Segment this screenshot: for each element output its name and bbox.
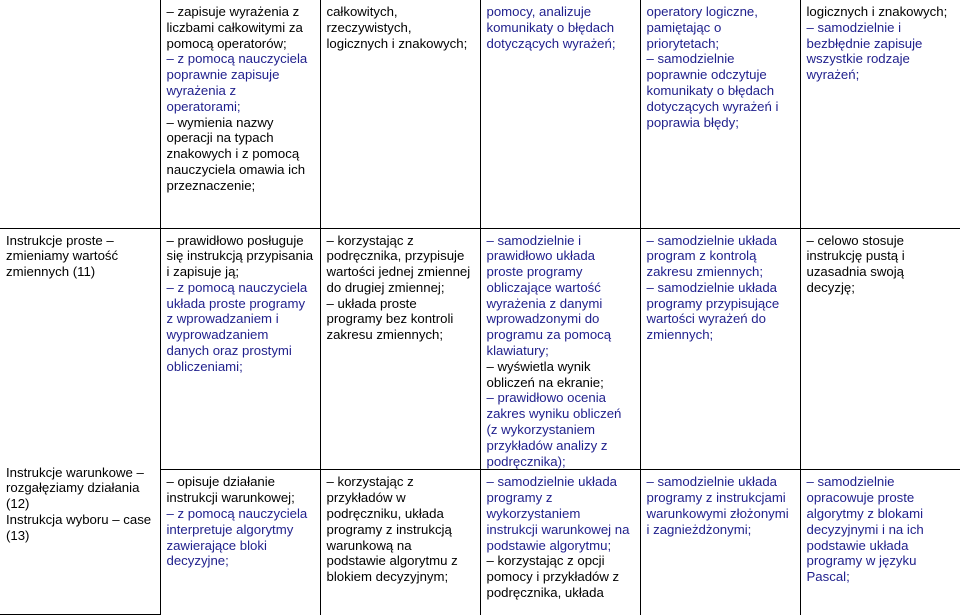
grade-cell-4 [480,228,640,470]
requirement-line: – wyświetla wynik obliczeń na ekranie; [486,358,604,390]
requirement-line: – celowo stosuje instrukcję pustą i uzasadnia swoją decyzję; [806,232,905,295]
requirement-line: operatory logiczne, pamiętając o priorytetach; [646,4,758,51]
requirement-line: – samodzielnie układa programy z wykorzystaniem instrukcji warunkowej na podstawie algorytmu; [486,474,630,553]
grade-cell-2 [160,0,320,228]
grade-cell-6 [800,228,960,470]
requirement-line: – samodzielnie poprawnie odczytuje komunikaty o błędach dotyczących wyrażeń i poprawia błędy; [646,51,779,130]
requirement-line: – z pomocą nauczyciela interpretuje algorytmy zawierające bloki decyzyjne; [166,506,308,569]
grade-cell-4 [480,470,640,615]
requirement-line: – samodzielnie układa programy przypisujące wartości wyrażeń do zmiennych; [646,279,780,343]
requirement-line: – samodzielnie opracowuje proste algorytmy z blokami decyzyjnymi i na ich podstawie układa programy w języku Pascal; [806,474,924,585]
requirement-line: – prawidłowo posługuje się instrukcją przypisania i zapisuje ją; [166,232,314,280]
requirement-line: – samodzielnie układa programy z instrukcjami warunkowymi złożonymi i zagnieżdżonymi; [646,474,789,537]
topic-instrukcje-warunkowe: Instrukcje warunkowe – rozgałęziamy działania (12) [6,464,144,512]
grade-cell-5 [640,228,800,470]
requirement-line: – zapisuje wyrażenia z liczbami całkowitymi za pomocą operatorów; [166,4,303,51]
requirement-line: logicznych i znakowych; [806,4,948,19]
grade-cell-3 [320,228,480,470]
requirement-line: – opisuje działanie instrukcji warunkowej; [166,474,295,506]
grade-cell-5 [640,0,800,228]
requirement-line: – samodzielnie układa program z kontrolą zakresu zmiennych; [646,232,777,280]
requirement-line: – wymienia nazwy operacji na typach znakowych i z pomocą nauczyciela omawia ich przeznaczenie; [166,114,306,193]
requirement-line: – układa proste programy bez kontroli zakresu zmiennych; [326,295,454,343]
table-row [0,228,960,470]
grade-cell-5 [640,470,800,615]
requirement-line: – korzystając z przykładów w podręczniku, układa programy z instrukcją warunkową na podstawie algorytmu z blokiem decyzyjnym; [326,474,458,585]
topic-instrukcja-wyboru: Instrukcja wyboru – case (13) [6,511,152,543]
grade-cell-6 [800,0,960,228]
topic-cell [0,0,160,228]
grade-cell-4 [480,0,640,228]
topic-cell [0,228,160,615]
requirement-line: pomocy, analizuje komunikaty o błędach dotyczących wyrażeń; [486,4,616,51]
requirement-line: – korzystając z opcji pomocy i przykładów z podręcznika, układa [486,553,620,601]
requirement-line: całkowitych, rzeczywistych, logicznych i znakowych; [326,4,468,51]
requirement-line: – samodzielnie i prawidłowo układa proste programy obliczające wartość wyrażenia z danymi wprowadzonymi do programu za pomocą klawiatury; [486,232,612,359]
topic-instrukcje-proste: Instrukcje proste – zmieniamy wartość zmiennych (11) [6,232,119,280]
grade-cell-2 [160,228,320,470]
grade-cell-2 [160,470,320,615]
requirement-line: – korzystając z podręcznika, przypisuje wartości jednej zmiennej do drugiej zmiennej; [326,232,471,295]
requirement-line: – samodzielnie i bezbłędnie zapisuje wszystkie rodzaje wyrażeń; [806,19,923,83]
table-row [0,0,960,228]
requirement-line: – prawidłowo ocenia zakres wyniku obliczeń (z wykorzystaniem przykładów analizy z podręcznika); [486,390,622,469]
grade-cell-3 [320,0,480,228]
grade-cell-3 [320,470,480,615]
requirement-line: – z pomocą nauczyciela poprawnie zapisuje wyrażenia z operatorami; [166,51,308,114]
requirement-line: – z pomocą nauczyciela układa proste programy z wprowadzaniem i wyprowadzaniem danych oraz prostymi obliczeniami; [166,279,308,374]
grade-cell-6 [800,470,960,615]
